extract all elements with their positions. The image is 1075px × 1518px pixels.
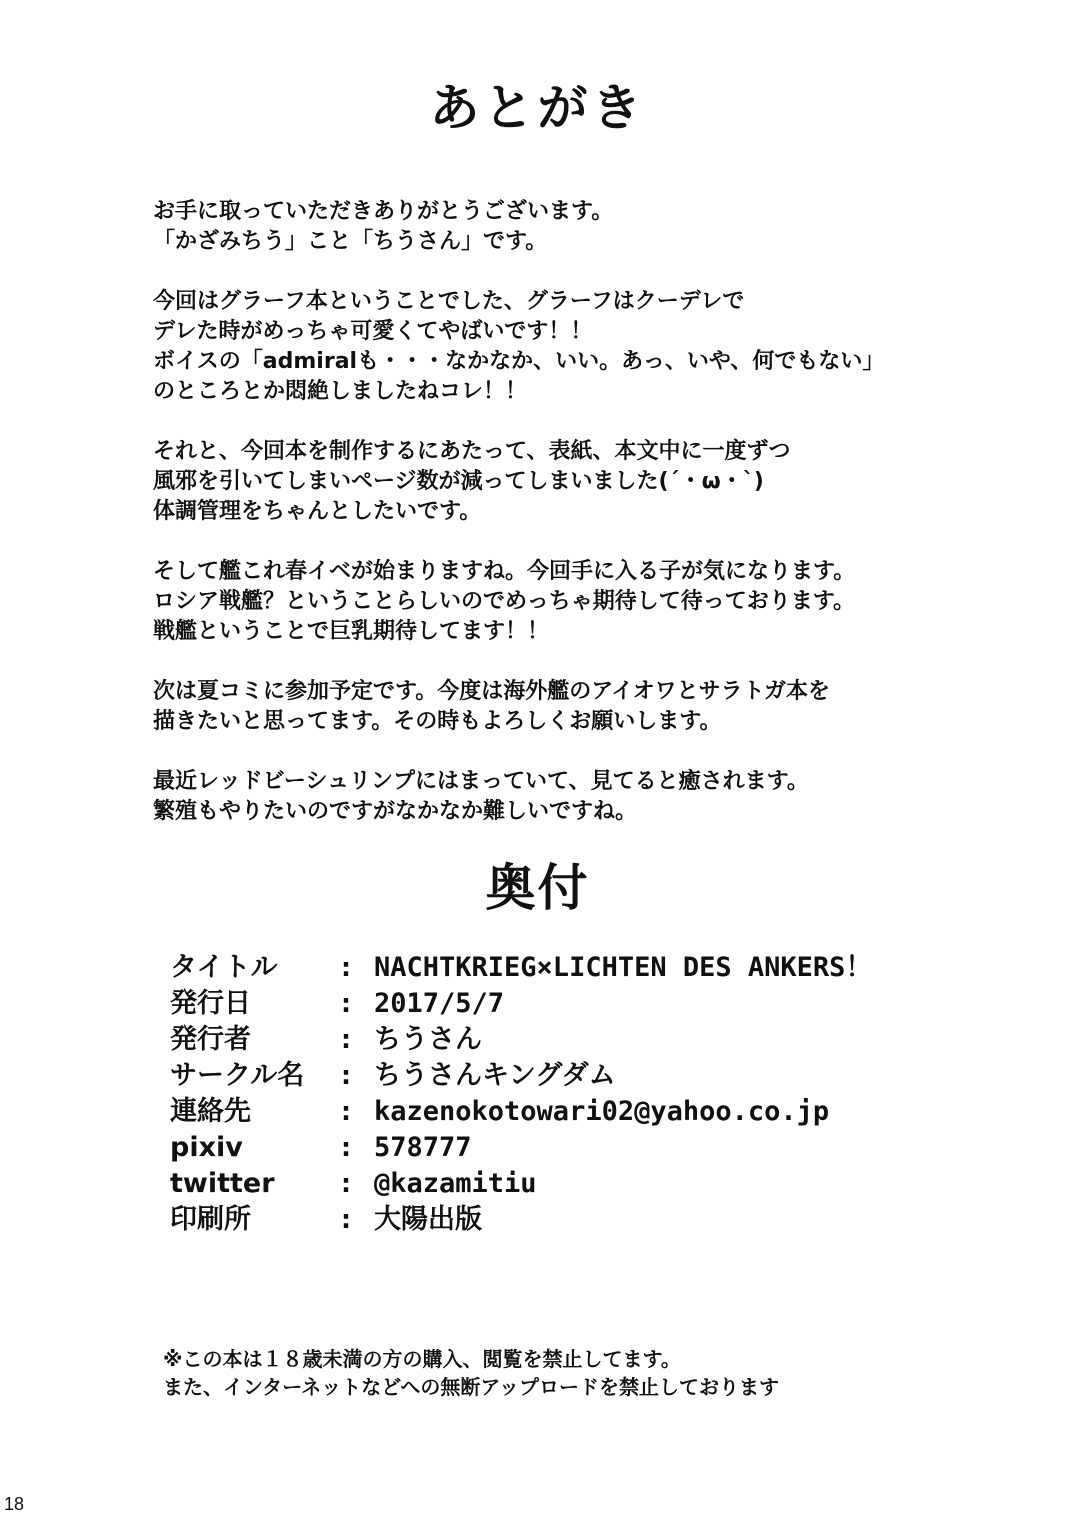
colophon-value: ちうさん <box>374 1024 482 1055</box>
page-number: 18 <box>4 1494 25 1514</box>
notice-line: また、インターネットなどへの無断アップロードを禁止しております <box>163 1375 779 1399</box>
colophon-separator: : <box>337 988 355 1019</box>
colophon-label: タイトル <box>170 952 278 983</box>
colophon-row-contact <box>170 1094 1030 1130</box>
colophon-value: @kazamitiu <box>374 1168 537 1199</box>
colophon-separator: : <box>337 1204 355 1235</box>
colophon-email: kazenokotowari02@yahoo.co.jp <box>374 1096 830 1127</box>
afterword-line: 体調管理をちゃんとしたいです。 <box>153 499 482 524</box>
afterword-line: 描きたいと思ってます。その時もよろしくお願いします。 <box>153 709 722 734</box>
colophon-row-circle <box>170 1058 1030 1094</box>
colophon-row-twitter <box>170 1166 1030 1202</box>
colophon-value: 2017/5/7 <box>374 988 505 1019</box>
age-restriction-notice <box>163 1345 1043 1401</box>
colophon-label: 印刷所 <box>170 1204 251 1235</box>
colophon-label: 連絡先 <box>170 1096 251 1127</box>
afterword-paragraph <box>153 677 1053 737</box>
colophon-separator: : <box>337 1168 355 1199</box>
afterword-line: お手に取っていただきありがとうございます。 <box>153 199 614 224</box>
afterword-paragraph <box>153 557 1053 647</box>
colophon-label: 発行者 <box>170 1024 251 1055</box>
afterword-line: ロシア戦艦？ということらしいのでめっちゃ期待して待っております。 <box>153 589 856 614</box>
colophon-title: 奥付 <box>485 858 590 917</box>
afterword-line: 「かざみちう」こと「ちうさん」です。 <box>153 229 548 254</box>
colophon-row-date <box>170 986 1030 1022</box>
colophon-value: 578777 <box>374 1132 472 1163</box>
colophon-value: ちうさんキングダム <box>374 1060 616 1091</box>
colophon-separator: : <box>337 1024 355 1055</box>
colophon-row-publisher <box>170 1022 1030 1058</box>
colophon-label: twitter <box>170 1168 275 1199</box>
colophon-label: 発行日 <box>170 988 251 1019</box>
notice-line: ※この本は１８歳未満の方の購入、閲覧を禁止してます。 <box>163 1347 681 1371</box>
afterword-paragraph <box>153 767 1053 827</box>
colophon-row-pixiv <box>170 1130 1030 1166</box>
afterword-line: デレた時がめっちゃ可愛くてやばいです！！ <box>153 319 593 344</box>
colophon-separator: : <box>337 1096 355 1127</box>
colophon-value: NACHTKRIEG×LICHTEN DES ANKERS！ <box>374 952 873 983</box>
afterword-line: 繁殖もやりたいのですがなかなか難しいですね。 <box>153 799 638 824</box>
afterword-line: 風邪を引いてしまいページ数が減ってしまいました(´・ω・`) <box>153 469 764 494</box>
afterword-paragraph <box>153 287 1053 407</box>
afterword-line: 今回はグラーフ本ということでした、グラーフはクーデレで <box>153 289 745 314</box>
afterword-line: それと、今回本を制作するにあたって、表紙、本文中に一度ずつ <box>153 439 791 464</box>
colophon-separator: : <box>337 1132 355 1163</box>
colophon-label: pixiv <box>170 1132 243 1163</box>
colophon-separator: : <box>337 1060 355 1091</box>
afterword-paragraph <box>153 437 1053 527</box>
afterword-line: 戦艦ということで巨乳期待してます！！ <box>153 619 550 644</box>
afterword-body <box>153 197 1053 857</box>
afterword-line: 次は夏コミに参加予定です。今度は海外艦のアイオワとサラトガ本を <box>153 679 830 704</box>
colophon-value: 大陽出版 <box>374 1204 482 1235</box>
colophon-label: サークル名 <box>170 1060 305 1091</box>
colophon-row-title <box>170 950 1030 986</box>
colophon-row-printer <box>170 1202 1030 1238</box>
afterword-line: のところとか悶絶しましたねコレ！！ <box>153 379 528 404</box>
afterword-line: ボイスの「admiralも・・・なかなか、いい。あっ、いや、何でもない」 <box>153 349 885 374</box>
afterword-paragraph <box>153 197 1053 257</box>
afterword-title: あとがき <box>429 78 646 137</box>
afterword-line: そして艦これ春イベが始まりますね。今回手に入る子が気になります。 <box>153 559 856 584</box>
colophon-table <box>170 950 1030 1238</box>
colophon-separator: : <box>337 952 355 983</box>
afterword-line: 最近レッドビーシュリンプにはまっていて、見てると癒されます。 <box>153 769 809 794</box>
